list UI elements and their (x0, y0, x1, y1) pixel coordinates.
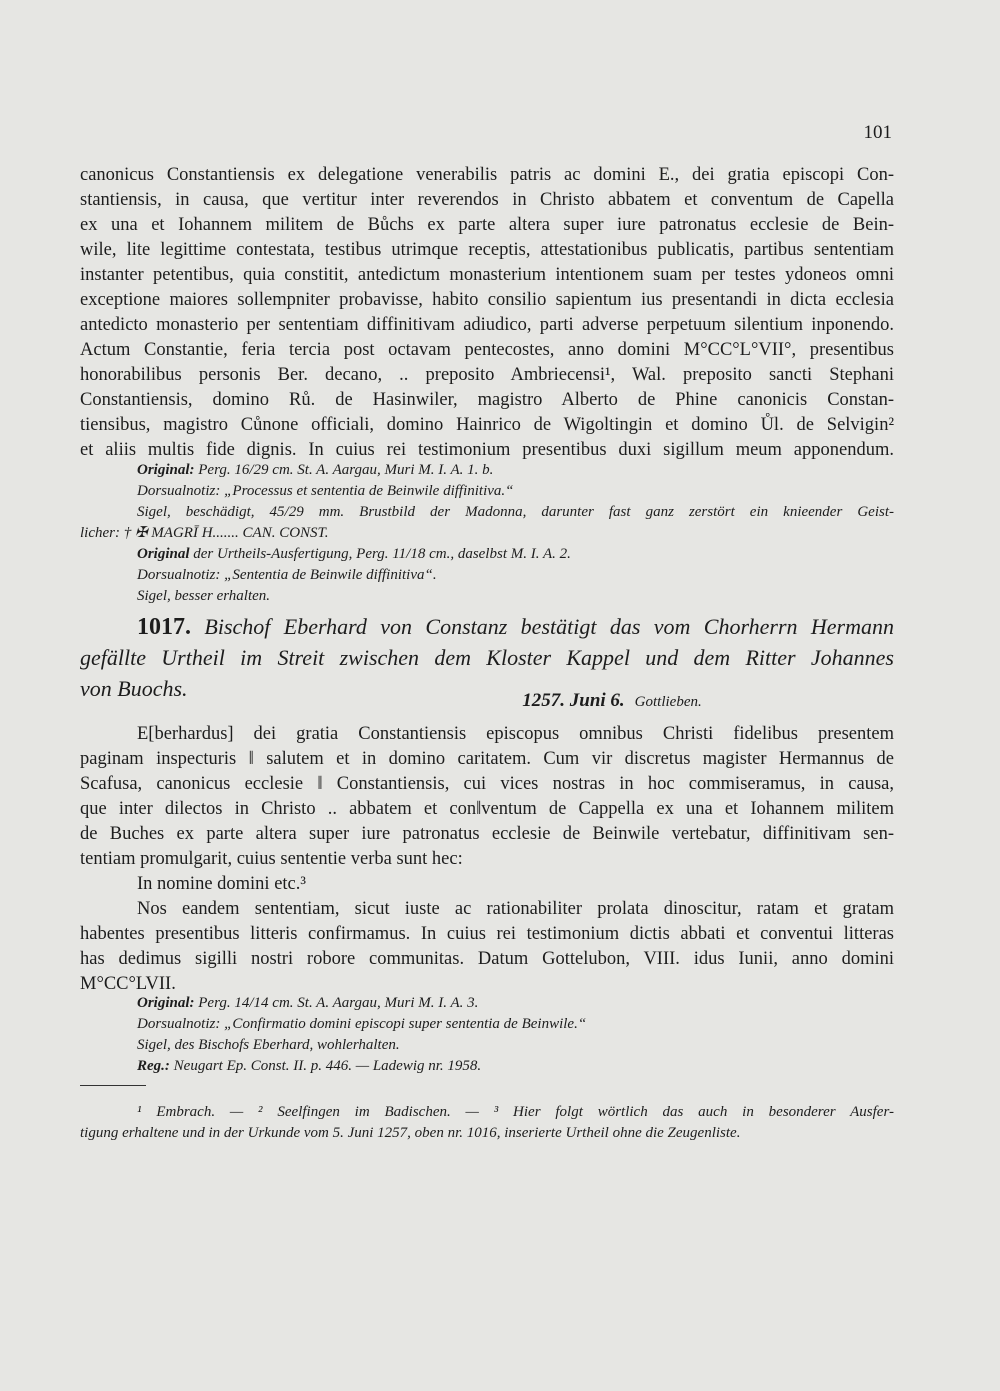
text-line: honorabilibus personis Ber. decano, .. preposito Ambriecensi¹, Wal. preposito sancti Stephani (80, 365, 894, 385)
note-line (80, 586, 894, 607)
text-line: wile, lite legittime contestata, testibus utrimque receptis, attestationibus publicatis, partibus sententiam (80, 240, 894, 260)
note-line (80, 481, 894, 502)
charter-1017-notes (80, 993, 894, 1077)
note-line (80, 523, 894, 544)
charter-1017-body (80, 722, 894, 997)
text-line: tiensibus, magistro Cůnone officiali, domino Hainrico de Wigoltingin et domino Ůl. de Selvigin² (80, 415, 894, 435)
text-line: stantiensis, in causa, que vertitur inter reverendos in Christo abbatem et conventum de Capella (80, 190, 894, 210)
note-line (80, 1014, 894, 1035)
footnotes (80, 1102, 894, 1144)
page-number: 101 (863, 122, 892, 143)
note-text: Dorsualnotiz: „Confirmatio domini episcopi super sententia de Beinwile.“ (137, 1016, 587, 1032)
charter-place: Gottlieben. (634, 694, 702, 710)
footnote-line: ¹ Embrach. — ² Seelfingen im Badischen. — ³ Hier folgt wörtlich das auch in besonderer Ausfer- (137, 1104, 894, 1120)
charter-1016-body (80, 163, 894, 463)
note-label: Original: (137, 995, 195, 1011)
charter-1016-notes (80, 460, 894, 607)
text-line: Scafusa, canonicus ecclesie ‖ Constantiensis, cui vices nostras in hoc commiseramus, in causa, (80, 774, 894, 794)
heading-line: von Buochs. (80, 676, 188, 701)
text-line: Constantiensis, domino Rů. de Hasinwiler, magistro Alberto de Phine canonicis Constan- (80, 390, 894, 410)
note-text: Perg. 14/14 cm. St. A. Aargau, Muri M. I. A. 3. (194, 995, 479, 1011)
charter-date: 1257. Juni 6. (522, 690, 625, 711)
text-line: de Buches ex parte altera super iure patronatus ecclesie de Beinwile vertebatur, diffinitivam sen- (80, 824, 894, 844)
text-line: Nos eandem sententiam, sicut iuste ac rationabiliter prolata dinoscitur, ratam et gratam (137, 899, 894, 919)
heading-line: gefällte Urtheil im Streit zwischen dem Kloster Kappel und dem Ritter Johannes (80, 645, 894, 670)
note-line (80, 502, 894, 523)
note-text: Dorsualnotiz: „Sententia de Beinwile diffinitiva“. (137, 567, 437, 583)
text-line: paginam inspecturis ‖ salutem et in domino caritatem. Cum vir discretus magister Hermannus de (80, 749, 894, 769)
text-line: instanter petentibus, quia constitit, antedictum monasterium intentionem suam per testes ydoneos omni (80, 265, 894, 285)
text-line: ex una et Iohannem militem de Bůchs ex parte altera super iure patronatus ecclesie de Bein- (80, 215, 894, 235)
footnote-line: tigung erhaltene und in der Urkunde vom 5. Juni 1257, oben nr. 1016, inserierte Urtheil ohne die Zeugenliste. (80, 1125, 741, 1141)
text-line: que inter dilectos in Christo .. abbatem et con‖ventum de Cappella ex una et Iohannem militem (80, 799, 894, 819)
text-line: et aliis multis fide dignis. In cuius rei testimonium presentibus duxi sigillum meum apponendum. (80, 440, 894, 460)
note-line (80, 565, 894, 586)
text-line: has dedimus sigilli nostri robore communitas. Datum Gottelubon, VIII. idus Iunii, anno domini (80, 949, 894, 969)
note-text: Sigel, beschädigt, 45/29 mm. Brustbild der Madonna, darunter fast ganz zerstört ein knieender Geist- (137, 504, 894, 520)
text-line: In nomine domini etc.³ (137, 874, 306, 894)
note-text: Dorsualnotiz: „Processus et sententia de Beinwile diffinitiva.“ (137, 483, 514, 499)
text-line: habentes presentibus litteris confirmamus. In cuius rei testimonium dictis abbati et conventui litteras (80, 924, 894, 944)
note-label: Reg.: (137, 1058, 170, 1074)
text-line: Actum Constantie, feria tercia post octavam pentecostes, anno domini M°CC°L°VII°, presentibus (80, 340, 894, 360)
charter-number: 1017. (137, 614, 191, 640)
note-line (80, 544, 894, 565)
text-line: canonicus Constantiensis ex delegatione venerabilis patris ac domini E., dei gratia episcopi Con- (80, 165, 894, 185)
note-label: Original: (137, 462, 195, 478)
text-line: exceptione maiores sollempniter probavisse, habito consilio sapientum ius presentandi in dicta ecclesia (80, 290, 894, 310)
note-text: licher: † ✠ MAGRĪ H....... CAN. CONST. (80, 525, 329, 541)
note-text: Neugart Ep. Const. II. p. 446. — Ladewig nr. 1958. (169, 1058, 482, 1074)
heading-text: Bischof Eberhard von Constanz bestätigt das vom Chorherrn Hermann (204, 614, 895, 639)
note-line (80, 460, 894, 481)
note-text: Sigel, des Bischofs Eberhard, wohlerhalten. (137, 1037, 400, 1053)
charter-dateline (80, 689, 894, 713)
text-line: M°CC°LVII. (80, 974, 176, 994)
note-text: Perg. 16/29 cm. St. A. Aargau, Muri M. I. A. 1. b. (194, 462, 494, 478)
text-line: antedicto monasterio per sententiam diffinitivam adiudico, parti adverse perpetuum silentium inponendo. (80, 315, 894, 335)
text-line: E[berhardus] dei gratia Constantiensis episcopus omnibus Christi fidelibus presentem (137, 724, 894, 744)
note-line (80, 1056, 894, 1077)
text-line: tentiam promulgarit, cuius sententie verba sunt hec: (80, 849, 463, 869)
heading-line (80, 611, 894, 642)
note-text: Sigel, besser erhalten. (137, 588, 271, 604)
note-line (80, 993, 894, 1014)
footnote-divider (80, 1085, 146, 1086)
note-label: Original (137, 546, 190, 562)
note-line (80, 1035, 894, 1056)
note-text: der Urtheils-Ausfertigung, Perg. 11/18 cm., daselbst M. I. A. 2. (189, 546, 571, 562)
